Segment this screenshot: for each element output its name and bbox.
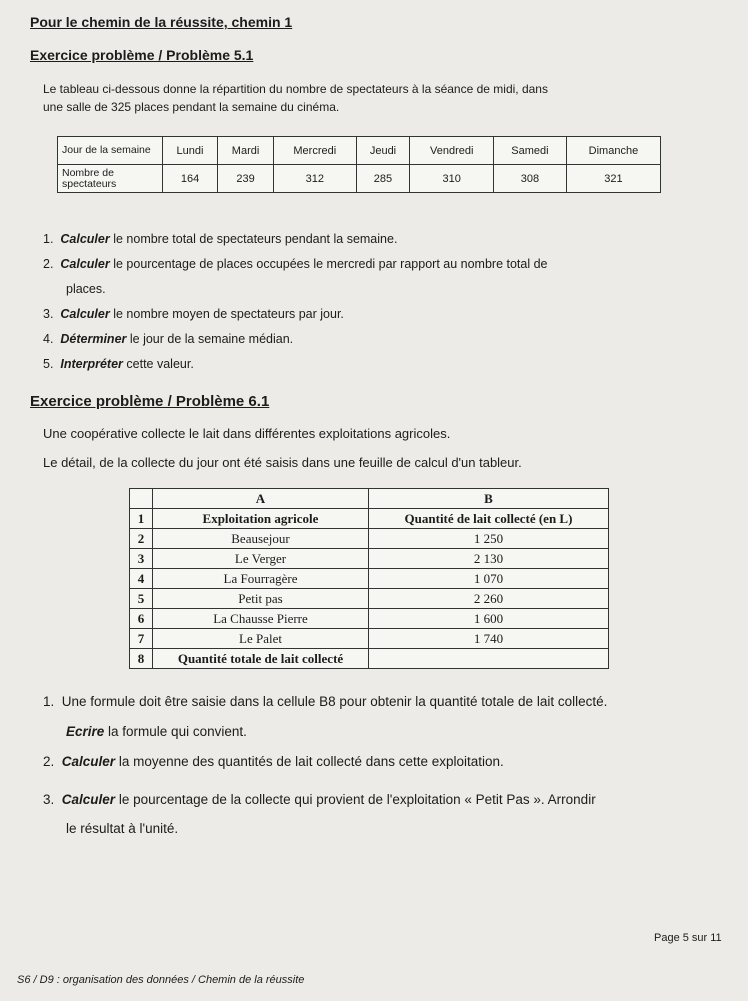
question-item bbox=[43, 692, 607, 711]
cell-a: La Fourragère bbox=[153, 569, 369, 589]
question-verb: Calculer bbox=[60, 257, 110, 271]
question-verb: Calculer bbox=[61, 754, 116, 769]
column-header-a: A bbox=[153, 489, 369, 509]
question-text: le pourcentage de places occupées le mercredi par rapport au nombre total de bbox=[109, 257, 548, 271]
table-row bbox=[130, 629, 609, 649]
cell-a: Quantité totale de lait collecté bbox=[153, 649, 369, 669]
value-cell: 285 bbox=[356, 165, 410, 193]
value-cell: 308 bbox=[493, 165, 566, 193]
row-number: 3 bbox=[130, 549, 153, 569]
cell-b-total bbox=[369, 649, 609, 669]
exercise-5-1-title: Exercice problème / Problème 5.1 bbox=[30, 47, 254, 63]
table-row bbox=[130, 649, 609, 669]
cell-a: Petit pas bbox=[153, 589, 369, 609]
spectators-table bbox=[57, 136, 661, 193]
table-row bbox=[58, 165, 661, 193]
exercise-5-1-intro-line1: Le tableau ci-dessous donne la répartition du nombre de spectateurs à la séance de midi, dans bbox=[43, 82, 548, 96]
day-cell: Samedi bbox=[493, 137, 566, 165]
question-item bbox=[43, 752, 504, 771]
question-text: cette valeur. bbox=[122, 357, 194, 371]
cell-b: 1 250 bbox=[369, 529, 609, 549]
row-number: 7 bbox=[130, 629, 153, 649]
page-number: Page 5 sur 11 bbox=[654, 932, 722, 944]
value-cell: 312 bbox=[274, 165, 356, 193]
question-text: le nombre moyen de spectateurs par jour. bbox=[109, 307, 344, 321]
footer-source: S6 / D9 : organisation des données / Chemin de la réussite bbox=[17, 974, 305, 986]
value-cell: 310 bbox=[410, 165, 494, 193]
row-number: 6 bbox=[130, 609, 153, 629]
cell-b: 2 130 bbox=[369, 549, 609, 569]
day-cell: Mercredi bbox=[274, 137, 356, 165]
question-number: 2. bbox=[43, 257, 54, 271]
exercise-6-1-title: Exercice problème / Problème 6.1 bbox=[30, 393, 270, 410]
cell-b: 2 260 bbox=[369, 589, 609, 609]
question-number: 3. bbox=[43, 792, 55, 807]
table-row bbox=[130, 529, 609, 549]
spreadsheet-column-header-row bbox=[130, 489, 609, 509]
exercise-6-1-intro-line1: Une coopérative collecte le lait dans différentes exploitations agricoles. bbox=[43, 426, 451, 441]
spreadsheet-table bbox=[129, 488, 609, 669]
question-number: 5. bbox=[43, 357, 54, 371]
question-text: la moyenne des quantités de lait collecté dans cette exploitation. bbox=[115, 754, 504, 769]
table-row bbox=[58, 137, 661, 165]
question-verb: Calculer bbox=[61, 792, 116, 807]
column-header-b: B bbox=[369, 489, 609, 509]
table-row bbox=[130, 509, 609, 529]
row-number: 8 bbox=[130, 649, 153, 669]
question-number: 3. bbox=[43, 307, 54, 321]
day-cell: Jeudi bbox=[356, 137, 410, 165]
cell-b: 1 740 bbox=[369, 629, 609, 649]
row-number: 2 bbox=[130, 529, 153, 549]
question-item bbox=[43, 256, 548, 273]
question-text: la formule qui convient. bbox=[104, 724, 247, 739]
exercise-5-1-intro-line2: une salle de 325 places pendant la semaine du cinéma. bbox=[43, 100, 340, 114]
table-row bbox=[130, 569, 609, 589]
cell-b: Quantité de lait collecté (en L) bbox=[369, 509, 609, 529]
row-number: 4 bbox=[130, 569, 153, 589]
row-header-spectators: Nombre de spectateurs bbox=[58, 165, 163, 193]
exercise-6-1-intro-line2: Le détail, de la collecte du jour ont été saisis dans une feuille de calcul d'un tableur. bbox=[43, 455, 522, 470]
question-continuation: places. bbox=[66, 282, 106, 296]
question-number: 4. bbox=[43, 332, 54, 346]
cell-a: Exploitation agricole bbox=[153, 509, 369, 529]
question-verb: Calculer bbox=[60, 232, 110, 246]
question-item bbox=[43, 356, 194, 373]
table-row bbox=[130, 549, 609, 569]
table-row bbox=[130, 589, 609, 609]
row-number: 5 bbox=[130, 589, 153, 609]
cell-b: 1 600 bbox=[369, 609, 609, 629]
question-item bbox=[43, 790, 596, 809]
cell-a: Le Verger bbox=[153, 549, 369, 569]
chemin-title: Pour le chemin de la réussite, chemin 1 bbox=[30, 14, 293, 30]
question-number: 1. bbox=[43, 694, 55, 709]
row-number: 1 bbox=[130, 509, 153, 529]
day-cell: Dimanche bbox=[566, 137, 660, 165]
question-number: 2. bbox=[43, 754, 55, 769]
day-cell: Vendredi bbox=[410, 137, 494, 165]
question-verb: Interpréter bbox=[60, 357, 123, 371]
cell-a: La Chausse Pierre bbox=[153, 609, 369, 629]
value-cell: 164 bbox=[163, 165, 218, 193]
question-text: le pourcentage de la collecte qui provient de l'exploitation « Petit Pas ». Arrondir bbox=[115, 792, 596, 807]
row-header-day: Jour de la semaine bbox=[58, 137, 163, 165]
question-item bbox=[43, 231, 397, 248]
question-item bbox=[43, 306, 344, 323]
question-verb: Ecrire bbox=[66, 724, 105, 739]
table-row bbox=[130, 609, 609, 629]
question-verb: Calculer bbox=[60, 307, 110, 321]
question-text: le jour de la semaine médian. bbox=[126, 332, 294, 346]
day-cell: Mardi bbox=[218, 137, 274, 165]
question-continuation: le résultat à l'unité. bbox=[66, 821, 179, 836]
question-text: Une formule doit être saisie dans la cellule B8 pour obtenir la quantité totale de lait collecté. bbox=[61, 694, 608, 709]
question-continuation bbox=[66, 722, 247, 741]
day-cell: Lundi bbox=[163, 137, 218, 165]
cell-b: 1 070 bbox=[369, 569, 609, 589]
question-text: le nombre total de spectateurs pendant la semaine. bbox=[109, 232, 398, 246]
question-item bbox=[43, 331, 293, 348]
value-cell: 239 bbox=[218, 165, 274, 193]
corner-cell bbox=[130, 489, 153, 509]
question-number: 1. bbox=[43, 232, 54, 246]
cell-a: Beausejour bbox=[153, 529, 369, 549]
value-cell: 321 bbox=[566, 165, 660, 193]
cell-a: Le Palet bbox=[153, 629, 369, 649]
question-verb: Déterminer bbox=[60, 332, 127, 346]
